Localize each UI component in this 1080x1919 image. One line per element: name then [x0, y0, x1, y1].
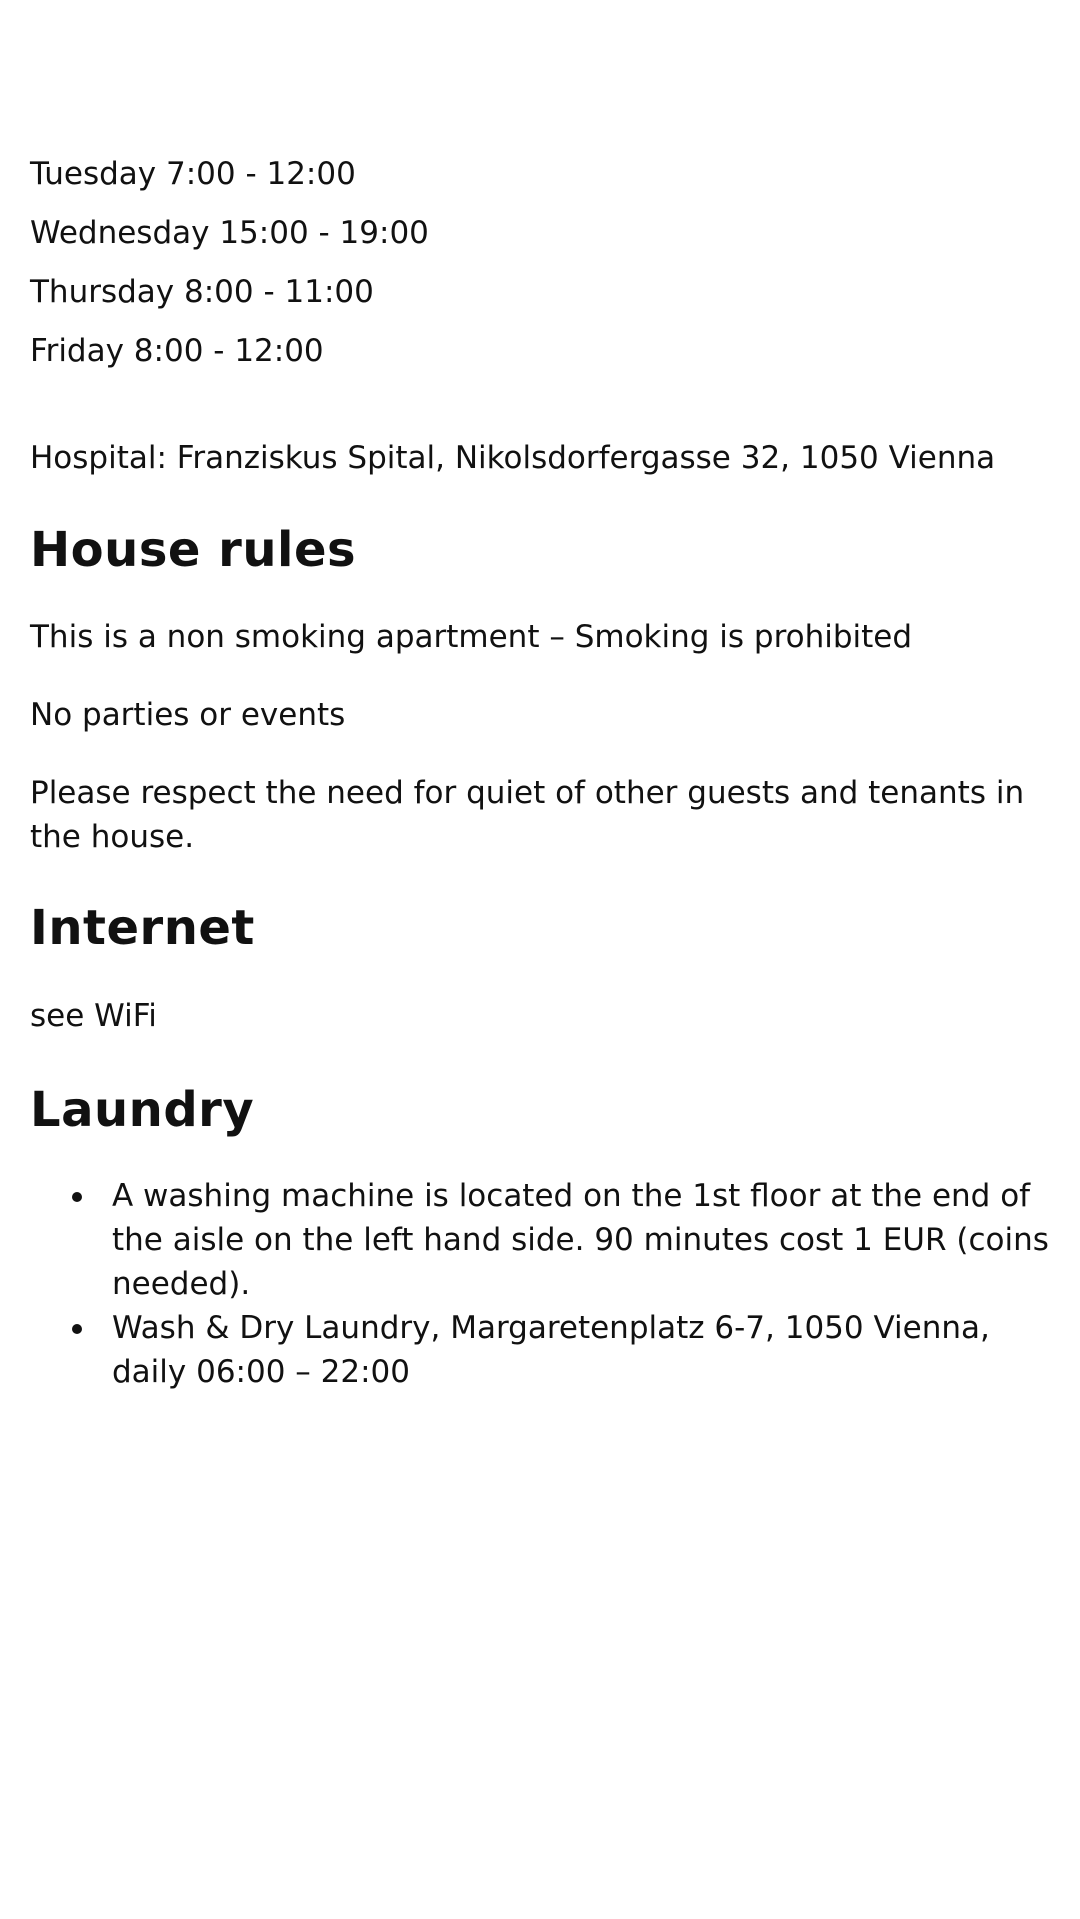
list-item — [30, 1174, 1060, 1306]
opening-hours-friday: Friday 8:00 - 12:00 — [30, 333, 324, 369]
rule-non-smoking: This is a non smoking apartment – Smoking is prohibited — [30, 619, 913, 655]
rule-no-parties: No parties or events — [30, 697, 346, 733]
rule-quiet: Please respect the need for quiet of other guests and tenants in the house. — [30, 775, 1025, 855]
laundry-list — [30, 1174, 1060, 1394]
opening-hours-thursday: Thursday 8:00 - 11:00 — [30, 274, 374, 310]
bullet-icon — [72, 1192, 82, 1202]
internet-heading: Internet — [30, 900, 255, 956]
bullet-icon — [72, 1324, 82, 1334]
laundry-item-wash-dry: Wash & Dry Laundry, Margaretenplatz 6-7, 1050 Vienna, daily 06:00 – 22:00 — [112, 1310, 990, 1390]
hospital-address: Hospital: Franziskus Spital, Nikolsdorfergasse 32, 1050 Vienna — [30, 440, 996, 476]
opening-hours-list — [30, 145, 429, 381]
opening-hours-tuesday: Tuesday 7:00 - 12:00 — [30, 156, 356, 192]
house-rules-heading: House rules — [30, 522, 357, 578]
list-item — [30, 1306, 1060, 1394]
internet-text: see WiFi — [30, 998, 157, 1034]
laundry-item-washing-machine: A washing machine is located on the 1st floor at the end of the aisle on the left hand side. 90 minutes cost 1 EUR (coins needed). — [112, 1178, 1049, 1302]
laundry-heading: Laundry — [30, 1082, 255, 1138]
opening-hours-wednesday: Wednesday 15:00 - 19:00 — [30, 215, 429, 251]
